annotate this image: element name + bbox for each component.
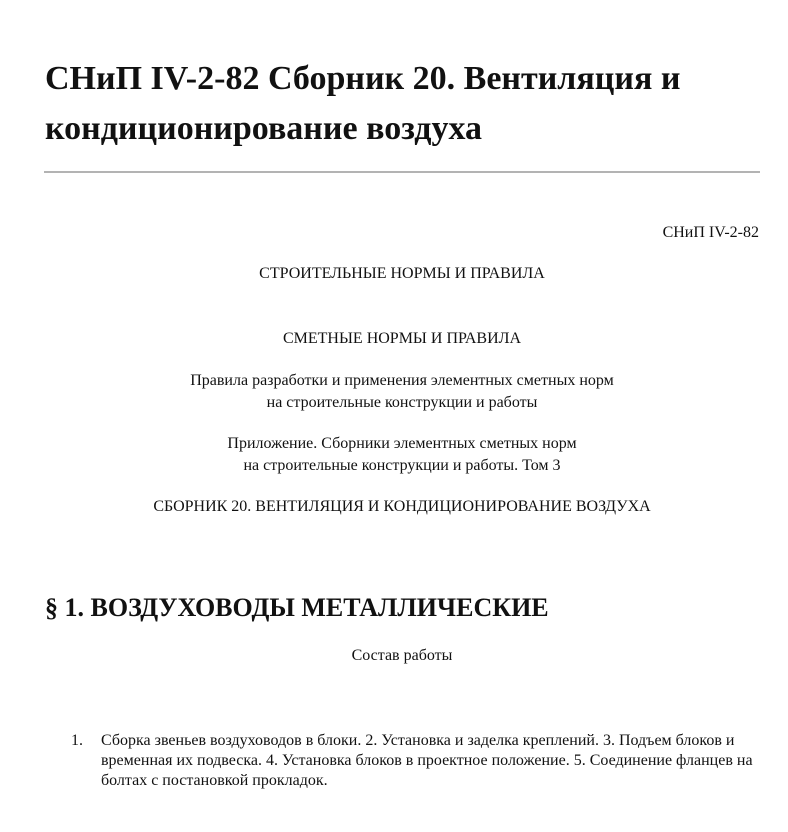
work-composition-label: Состав работы [351,647,453,664]
appendix-line-1: Приложение. Сборники элементных сметных норм [227,435,577,452]
collection-title: СБОРНИК 20. ВЕНТИЛЯЦИЯ И КОНДИЦИОНИРОВАНИЕ ВОЗДУХА [153,498,651,515]
page-title: СНиП IV-2-82 Сборник 20. Вентиляция и кондиционирование воздуха [45,60,681,147]
appendix-line-2: на строительные конструкции и работы. Том 3 [243,457,561,474]
construction-norms-heading: СТРОИТЕЛЬНЫЕ НОРМЫ И ПРАВИЛА [259,265,545,282]
list-item-text: Сборка звеньев воздуховодов в блоки. 2. Установка и заделка креплений. 3. Подъем блоков и временная их подвеска. 4. Установка блоков в проектное положение. 5. Соединение фланцев на болтах с постановкой прокладок. [101,732,753,789]
title-divider [44,171,760,173]
rules-line-1: Правила разработки и применения элементных сметных норм [190,372,614,389]
document-code: СНиП IV-2-82 [662,224,759,241]
rules-line-2: на строительные конструкции и работы [266,394,538,411]
section-title: § 1. ВОЗДУХОВОДЫ МЕТАЛЛИЧЕСКИЕ [45,593,549,622]
estimate-norms-heading: СМЕТНЫЕ НОРМЫ И ПРАВИЛА [282,330,522,347]
list-item-number: 1. [71,732,83,749]
